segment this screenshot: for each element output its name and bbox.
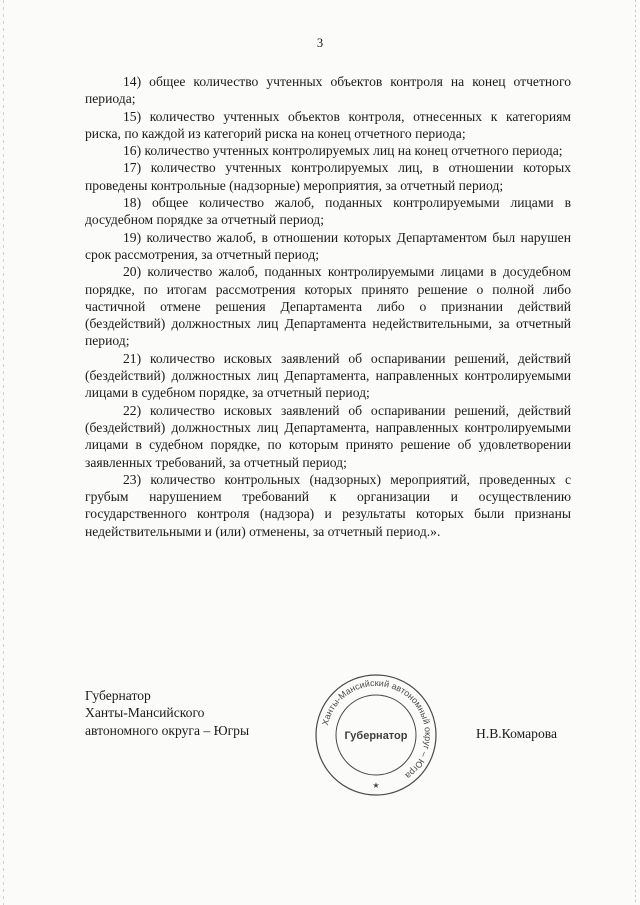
signatory-position (85, 687, 249, 739)
list-item-22: 22) количество исковых заявлений об оспаривании решений, действий (бездействий) должностных лиц Департамента, направленных контролируемыми лицами в судебном порядке, по которым принято решение об удовлетворении заявленных требований, за отчетный период; (85, 402, 571, 470)
seal-star-icon: ★ (372, 781, 380, 790)
list-item-18: 18) общее количество жалоб, поданных контролируемыми лицами в досудебном порядке за отчетный период; (85, 195, 571, 228)
list-item-19: 19) количество жалоб, в отношении которых Департаментом был нарушен срок рассмотрения, за отчетный период; (85, 229, 571, 262)
list-item-20: 20) количество жалоб, поданных контролируемыми лицами в досудебном порядке, по итогам рассмотрения которых принято решение о полной либо частичной отмене решения Департамента либо о признании действий (бездействий) должностных лиц Департамента недействительными, за отчетный период; (85, 264, 571, 349)
signatory-position-line: Губернатор (85, 688, 151, 703)
scan-edge-left (3, 0, 4, 905)
list-item-14: 14) общее количество учтенных объектов контроля на конец отчетного периода; (85, 74, 571, 107)
list-item-17: 17) количество учтенных контролируемых лиц, в отношении которых проведены контрольные (надзорные) мероприятия, за отчетный период; (85, 160, 571, 193)
signatory-position-line: Ханты-Мансийского (85, 705, 205, 721)
signatory-position-line: автономного округа – Югры (85, 722, 250, 738)
list-item-15: 15) количество учтенных объектов контроля, отнесенных к категориям риска, по каждой из категорий риска на конец отчетного периода; (85, 108, 571, 141)
document-body (85, 73, 571, 540)
seal-ring-text: Ханты-Мансийский автономный округ – Югра (320, 677, 434, 782)
signatory-name: Н.В.Комарова (476, 726, 558, 741)
list-item-23: 23) количество контрольных (надзорных) мероприятий, проведенных с грубым нарушением требований к организации и осуществлению государственного контроля (надзора) и результаты которых были признаны недействительными и (или) отменены, за отчетный период.». (85, 471, 571, 539)
official-seal (313, 672, 439, 798)
seal-center-text: Губернатор (344, 730, 408, 742)
page-number: 3 (316, 36, 324, 50)
list-item-21: 21) количество исковых заявлений об оспаривании решений, действий (бездействий) должностных лиц Департамента, направленных контролируемыми лицами в судебном порядке, за отчетный период; (85, 350, 571, 401)
list-item-16: 16) количество учтенных контролируемых лиц на конец отчетного периода; (123, 143, 563, 159)
scan-edge-right (635, 0, 636, 905)
